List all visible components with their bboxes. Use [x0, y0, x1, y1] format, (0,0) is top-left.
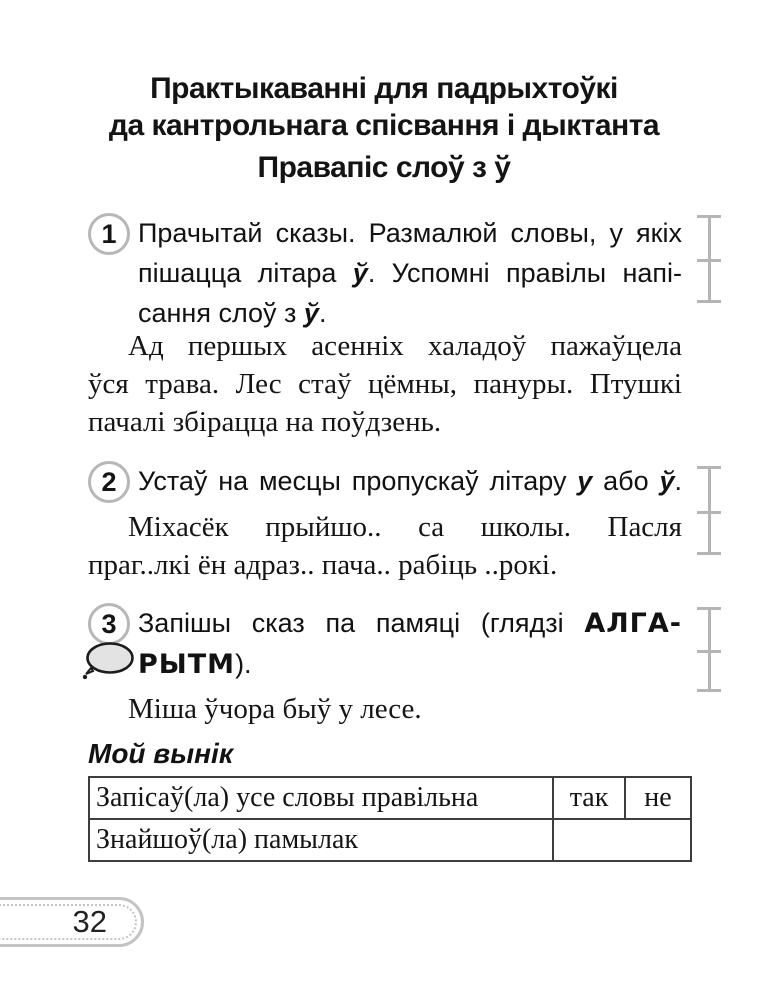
- page-number: 32: [72, 904, 107, 939]
- exercise-1-instruction: Прачытай сказы. Размалюй словы, у якіх пішацца літара ў. Успомні правілы напі- сання слоў з ў.: [138, 218, 683, 328]
- exercise-1-number-badge: 1: [88, 213, 130, 255]
- exercise-3-number-badge: 3: [88, 603, 130, 645]
- exercise-2-number-badge: 2: [88, 461, 130, 503]
- page-title-line1: Практыкаванні для падрыхтоўкі: [150, 72, 618, 105]
- result-heading: Мой вынік: [88, 738, 234, 769]
- page-title-line2: да кантрольнага спісвання і дыктанта: [108, 109, 660, 142]
- result-option-no: не: [625, 777, 691, 819]
- speech-bubble-icon: [81, 641, 135, 681]
- exercise-1-text: Ад першых асенніх халадоў пажаўцела ўся трава. Лес стаў цёмны, пануры. Птушкі пачалі збірацца на поўдзень.: [88, 330, 682, 438]
- exercise-2: [88, 461, 682, 503]
- exercise-2-instruction: Устаў на месцы пропускаў літару у або ў.: [138, 466, 682, 496]
- exercise-3: [88, 603, 682, 685]
- result-row-label: Знайшоў(ла) памылак: [89, 819, 553, 861]
- margin-ruler-mark: [697, 466, 721, 555]
- table-row: [89, 777, 691, 819]
- exercise-3-instruction: Запішы сказ па памяці (глядзі АЛГА- РЫТМ).: [138, 603, 682, 685]
- exercise-1: [88, 213, 682, 333]
- result-table: [88, 776, 692, 862]
- page-tab-dotted-border: [0, 904, 137, 940]
- margin-ruler-mark: [697, 607, 721, 692]
- page-number-tab: [0, 897, 144, 947]
- result-option-yes: так: [553, 777, 625, 819]
- result-row-label: Запісаў(ла) усе словы правільна: [89, 777, 553, 819]
- exercise-2-text: Міхасёк прыйшо.. са школы. Пасля праг..лкі ён адраз.. пача.. рабіць ..рокі.: [88, 511, 682, 581]
- result-empty-cell: [553, 819, 691, 861]
- margin-ruler-mark: [697, 215, 721, 303]
- exercise-3-text: Міша ўчора быў у лесе.: [128, 693, 422, 725]
- table-row: [89, 819, 691, 861]
- page-title: [0, 70, 768, 144]
- section-subtitle: Правапіс слоў з ў: [257, 151, 511, 184]
